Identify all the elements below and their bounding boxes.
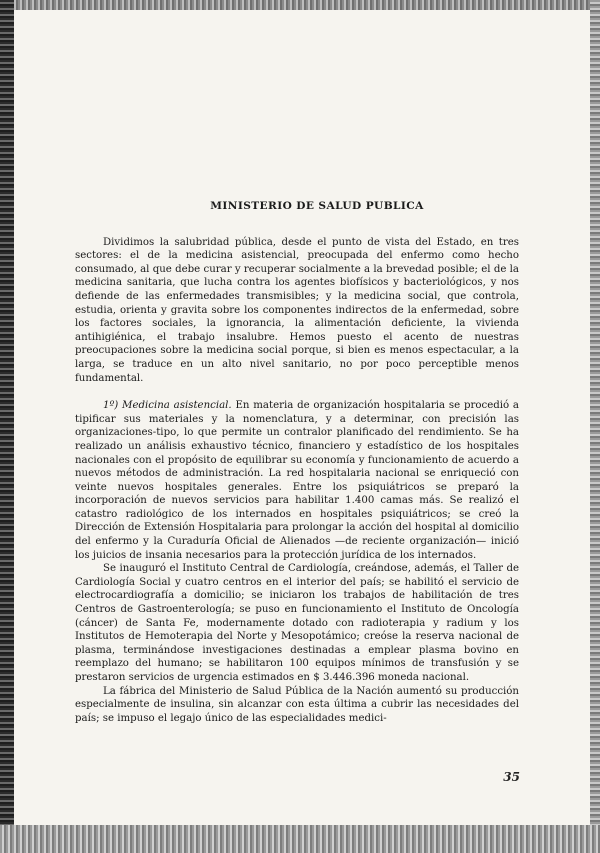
paragraph-text: Dividimos la salubridad pública, desde el punto de vista del Estado, en tres sectores: el de la medicina asistencial, preocupada del enfermo como hecho consumado, al que debe curar y recuperar socialmente a la brevedad posible; el de la medicina sanitaria, que lucha contra los agentes biofísicos y bacteriológicos, y nos defiende de las enfermedades transmisibles; y la medicina social, que controla, estudia, orienta y gravita sobre los componentes indirectos de la enfermedad, sobre los factores sociales, la ignorancia, la alimentación deficiente, la vivienda antihigiénica, el trabajo insalubre. Hemos puesto el acento de nuestras preocupaciones sobre la medicina social porque, si bien es menos espectacular, a la larga, se traduce en un alto nivel sanitario, no por poco perceptible menos fundamental. [75,236,519,384]
scan-edge-left [0,0,14,853]
scan-edge-top [0,0,600,10]
paragraph-cardiologia [75,562,519,684]
paragraph-text: La fábrica del Ministerio de Salud Pública de la Nación aumentó su producción especialmente de insulina, sin alcanzar con esta última a cubrir las necesidades del país; se impuso el legajo único de las especialidades medici- [75,685,519,724]
page-number: 35 [503,770,520,784]
paragraph-medicina-asistencial [75,399,519,562]
page-body [75,200,519,725]
paragraph-intro [75,236,519,386]
section-title: MINISTERIO DE SALUD PUBLICA [210,200,424,212]
scan-edge-bottom [0,825,600,853]
scan-edge-right [590,0,600,853]
paragraph-text: En materia de organización hospitalaria se procedió a tipificar sus materiales y la nomenclatura, y a determinar, con precisión las organizaciones-tipo, lo que permite un contralor planificado del rendimiento. Se ha realizado un análisis exhaustivo técnico, financiero y estadístico de los hospitales nacionales con el propósito de equilibrar su economía y funcionamiento de acuerdo a nuevos métodos de administración. La red hospitalaria nacional se enriqueció con veinte nuevos hospitales generales. Entre los psiquiátricos se preparó la incorporación de nuevos servicios para habilitar 1.400 camas más. Se realizó el catastro radiológico de los internados en hospitales psiquiátricos; se creó la Dirección de Extensión Hospitalaria para prolongar la acción del hospital al domicilio del enfermo y la Curaduría Oficial de Alienados —de reciente organización— inició los juicios de insania necesarios para la protección jurídica de los internados. [75,400,519,561]
paragraph-text: Se inauguró el Instituto Central de Cardiología, creándose, además, el Taller de Cardiología Social y cuatro centros en el interior del país; se habilitó el servicio de electrocardiografía a domicilio; se iniciaron los trabajos de habilitación de tres Centros de Gastroenterología; se puso en funcionamiento el Instituto de Oncología (cáncer) de Santa Fe, modernamente dotado con radioterapia y radium y los Institutos de Hemoterapia del Norte y Mesopotámico; creóse la reserva nacional de plasma, terminándose investigaciones destinadas a emplear plasma bovino en reemplazo del humano; se habilitaron 100 equipos mínimos de transfusión y se prestaron servicios de urgencia estimados en $ 3.446.396 moneda nacional. [75,563,519,683]
paragraph-lead: 1º) Medicina asistencial. [103,400,232,412]
paragraph-fabrica [75,685,519,726]
